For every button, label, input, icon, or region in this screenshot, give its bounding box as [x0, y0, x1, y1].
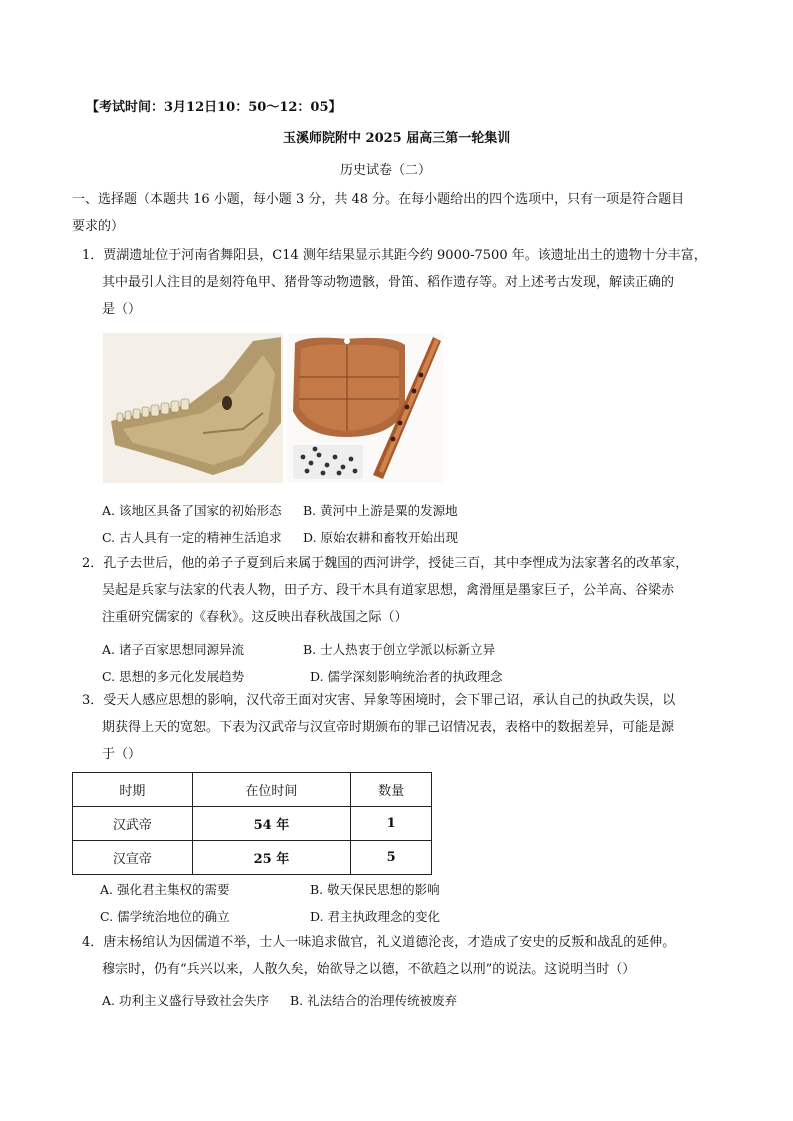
- q2-stem-line3: 注重研究儒家的《春秋》。这反映出春秋战国之际（）: [102, 610, 408, 625]
- table-cell: 5: [351, 841, 432, 875]
- table-cell: 汉宣帝: [73, 841, 193, 875]
- q4-option-b[interactable]: B. 礼法结合的治理传统被废弃: [290, 993, 458, 1008]
- paper-title: 历史试卷（二）: [340, 163, 432, 178]
- jaw-bone-photo: [103, 333, 283, 483]
- q3-stem-line1: 3．受天人感应思想的影响，汉代帝王面对灾害、异象等困境时，会下罪己诏，承认自己的执政失误，以: [82, 693, 676, 708]
- table-cell: 25 年: [192, 841, 351, 875]
- q3-option-c[interactable]: C. 儒学统治地位的确立: [100, 909, 230, 924]
- q4-option-a[interactable]: A. 功利主义盛行导致社会失序: [102, 993, 269, 1008]
- q3-option-a[interactable]: A. 强化君主集权的需要: [100, 882, 230, 897]
- q2-option-d[interactable]: D. 儒学深刻影响统治者的执政理念: [310, 669, 503, 684]
- q1-option-a[interactable]: A. 该地区具备了国家的初始形态: [102, 503, 282, 518]
- table-row: [73, 841, 432, 875]
- q1-option-c[interactable]: C. 古人具有一定的精神生活追求: [102, 530, 282, 545]
- table-cell: 汉武帝: [73, 807, 193, 841]
- q1-stem-line1: 1．贾湖遗址位于河南省舞阳县，C14 测年结果显示其距今约 9000-7500 年。该遗址出土的遗物十分丰富，: [82, 248, 707, 263]
- section-instruction-line1: 一、选择题（本题共 16 小题，每小题 3 分，共 48 分。在每小题给出的四个选项中，只有一项是符合题目: [72, 192, 685, 207]
- q2-stem-line2: 吴起是兵家与法家的代表人物，田子方、段干木具有道家思想，禽滑厘是墨家巨子，公羊高、谷梁赤: [102, 583, 675, 598]
- exam-time: 【考试时间：3月12日10：50～12：05】: [86, 100, 342, 115]
- section-instruction-line2: 要求的）: [72, 219, 125, 234]
- table-row: [73, 807, 432, 841]
- q3-option-d[interactable]: D. 君主执政理念的变化: [310, 909, 441, 924]
- table-cell: 1: [351, 807, 432, 841]
- q2-stem-line1: 2．孔子去世后，他的弟子子夏到后来属于魏国的西河讲学，授徒三百，其中李悝成为法家著名的改革家，: [82, 556, 689, 571]
- q2-option-c[interactable]: C. 思想的多元化发展趋势: [102, 669, 245, 684]
- edict-table: [72, 772, 432, 875]
- q3-stem-line3: 于（）: [102, 747, 142, 762]
- q3-stem-line2: 期获得上天的宽恕。下表为汉武帝与汉宣帝时期颁布的罪己诏情况表，表格中的数据差异，可能是源: [102, 720, 675, 735]
- q1-option-d[interactable]: D. 原始农耕和畜牧开始出现: [303, 530, 459, 545]
- table-header-row: [73, 773, 432, 807]
- q3-option-b[interactable]: B. 敬天保民思想的影响: [310, 882, 440, 897]
- q2-option-a[interactable]: A. 诸子百家思想同源异流: [102, 642, 244, 657]
- q4-stem-line2: 穆宗时，仍有“兵兴以来，人散久矣，始欲导之以德，不欲趋之以刑”的说法。这说明当时（）: [102, 962, 636, 977]
- q1-stem-line2: 其中最引人注目的是刻符龟甲、猪骨等动物遗骸，骨笛、稻作遗存等。对上述考古发现，解读正确的: [102, 275, 675, 290]
- table-cell: 54 年: [192, 807, 351, 841]
- q4-stem-line1: 4．唐末杨绾认为因儒道不举，士人一味追求做官，礼义道德沦丧，才造成了安史的反叛和战乱的延伸。: [82, 935, 676, 950]
- q1-stem-line3: 是（）: [102, 302, 142, 317]
- turtle-shell-flute-photo: [287, 333, 443, 483]
- q2-option-b[interactable]: B. 士人热衷于创立学派以标新立异: [303, 642, 496, 657]
- table-header-cell: 时期: [73, 773, 193, 807]
- q1-option-b[interactable]: B. 黄河中上游是粟的发源地: [303, 503, 458, 518]
- table-header-cell: 数量: [351, 773, 432, 807]
- table-header-cell: 在位时间: [192, 773, 351, 807]
- school-title: 玉溪师院附中 2025 届高三第一轮集训: [283, 131, 511, 146]
